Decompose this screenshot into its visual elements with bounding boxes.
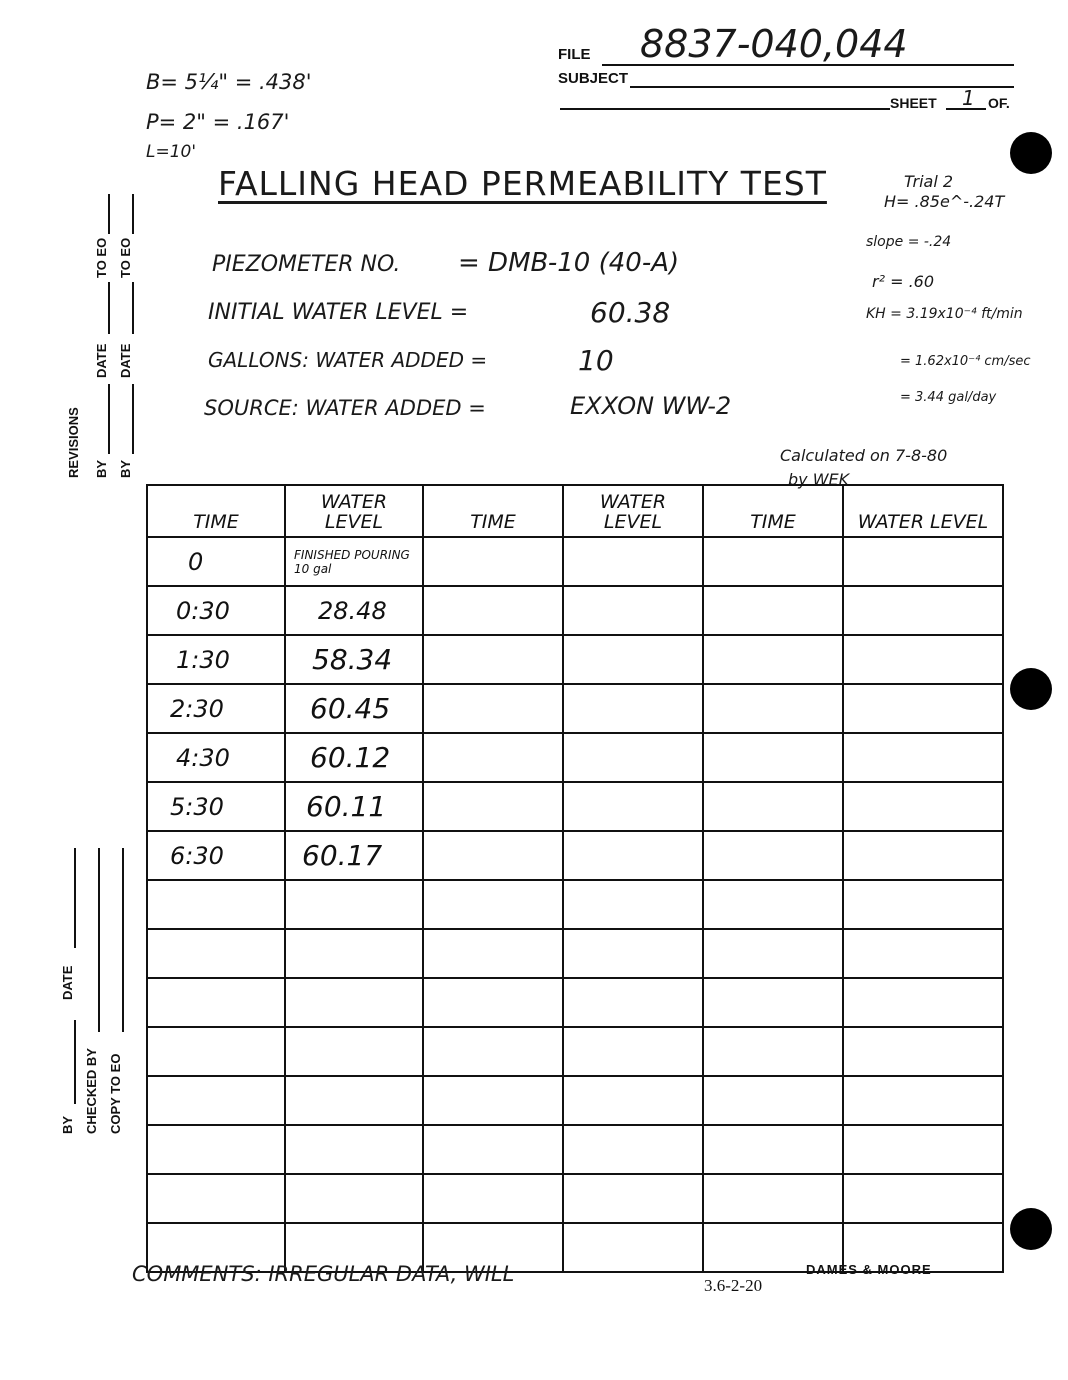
calc-kh-ftmin: KH = 3.19x10⁻⁴ ft/min (866, 306, 1023, 322)
sheet-label: SHEET (890, 95, 937, 111)
field-value-gallons: 10 (578, 344, 614, 377)
field-label-source: SOURCE: WATER ADDED = (204, 396, 486, 420)
table-row (147, 782, 1003, 831)
table-row-empty (147, 978, 1003, 1027)
calc-by: by WEK (788, 470, 850, 489)
time-cell: 1:30 (147, 635, 285, 684)
time-cell: 6:30 (147, 831, 285, 880)
calc-r2: r² = .60 (872, 272, 935, 291)
header-time-3: TIME (703, 485, 843, 537)
revision-toeo-label: TO EO (94, 237, 109, 278)
revision-toeo-label-2: TO EO (118, 237, 133, 278)
time-cell: 5:30 (147, 782, 285, 831)
revision-date-label-2: DATE (118, 343, 133, 378)
punch-hole-top (1010, 132, 1052, 174)
field-value-initial-level: 60.38 (590, 296, 671, 329)
data-table (146, 484, 1004, 1273)
table-row (147, 635, 1003, 684)
calc-kh-cmsec: = 1.62x10⁻⁴ cm/sec (900, 354, 1031, 369)
note-b: B= 5¼" = .438' (146, 70, 312, 94)
file-value: 8837-040,044 (640, 22, 908, 66)
of-label: OF. (988, 95, 1010, 111)
punch-hole-bottom (1010, 1208, 1052, 1250)
page-title: FALLING HEAD PERMEABILITY TEST (218, 164, 827, 203)
level-cell: 58.34 (285, 635, 423, 684)
field-value-source: EXXON WW-2 (570, 392, 732, 420)
table-row-empty (147, 929, 1003, 978)
table-row-empty (147, 1027, 1003, 1076)
revision-by-label-2: BY (118, 459, 133, 478)
time-cell: 0 (147, 537, 285, 586)
level-cell: 60.17 (285, 831, 423, 880)
table-row (147, 586, 1003, 635)
note-l: L=10' (146, 142, 197, 162)
calc-kh-galday: = 3.44 gal/day (900, 390, 997, 405)
field-value-piezometer: = DMB-10 (40-A) (458, 248, 680, 278)
company-name: DAMES & MOORE (806, 1262, 932, 1277)
header-level-2: WATER LEVEL (563, 485, 703, 537)
table-row (147, 733, 1003, 782)
checked-date-label: DATE (60, 965, 75, 1000)
header-time-1: TIME (147, 485, 285, 537)
revision-date-label: DATE (94, 343, 109, 378)
table-row-empty (147, 1076, 1003, 1125)
table-row (147, 831, 1003, 880)
sheet-value: 1 (962, 86, 975, 110)
subject-label: SUBJECT (558, 70, 629, 87)
table-row (147, 684, 1003, 733)
comments-text: COMMENTS: IRREGULAR DATA, WILL (132, 1262, 515, 1286)
calc-date: Calculated on 7-8-80 (780, 446, 948, 465)
header-level-1: WATER LEVEL (285, 485, 423, 537)
calc-slope: slope = -.24 (866, 234, 952, 250)
file-label: FILE (558, 46, 591, 63)
checked-by-label: BY (60, 1115, 75, 1134)
level-cell: 60.12 (285, 733, 423, 782)
field-label-piezometer: PIEZOMETER NO. (212, 252, 401, 277)
field-label-initial-level: INITIAL WATER LEVEL = (208, 300, 469, 325)
level-cell: 28.48 (285, 586, 423, 635)
time-cell: 4:30 (147, 733, 285, 782)
calc-h: H= .85e^-.24T (884, 192, 1005, 211)
note-p: P= 2" = .167' (146, 110, 290, 134)
table-row-empty (147, 1125, 1003, 1174)
copy-to-eo-label: COPY TO EO (108, 1053, 123, 1134)
time-cell: 0:30 (147, 586, 285, 635)
table-row (147, 537, 1003, 586)
table-row-empty (147, 880, 1003, 929)
table-header-row (147, 485, 1003, 537)
header-level-3: WATER LEVEL (843, 485, 1003, 537)
level-cell: FINISHED POURING 10 gal (285, 537, 423, 586)
level-cell: 60.45 (285, 684, 423, 733)
revisions-label: REVISIONS (66, 407, 81, 478)
level-cell: 60.11 (285, 782, 423, 831)
time-cell: 2:30 (147, 684, 285, 733)
revision-by-label: BY (94, 459, 109, 478)
checked-by-name-label: CHECKED BY (84, 1048, 99, 1134)
form-number: 3.6-2-20 (704, 1276, 763, 1295)
table-row-empty (147, 1174, 1003, 1223)
calc-trial: Trial 2 (904, 172, 954, 191)
field-label-gallons: GALLONS: WATER ADDED = (208, 348, 488, 372)
punch-hole-middle (1010, 668, 1052, 710)
header-time-2: TIME (423, 485, 563, 537)
